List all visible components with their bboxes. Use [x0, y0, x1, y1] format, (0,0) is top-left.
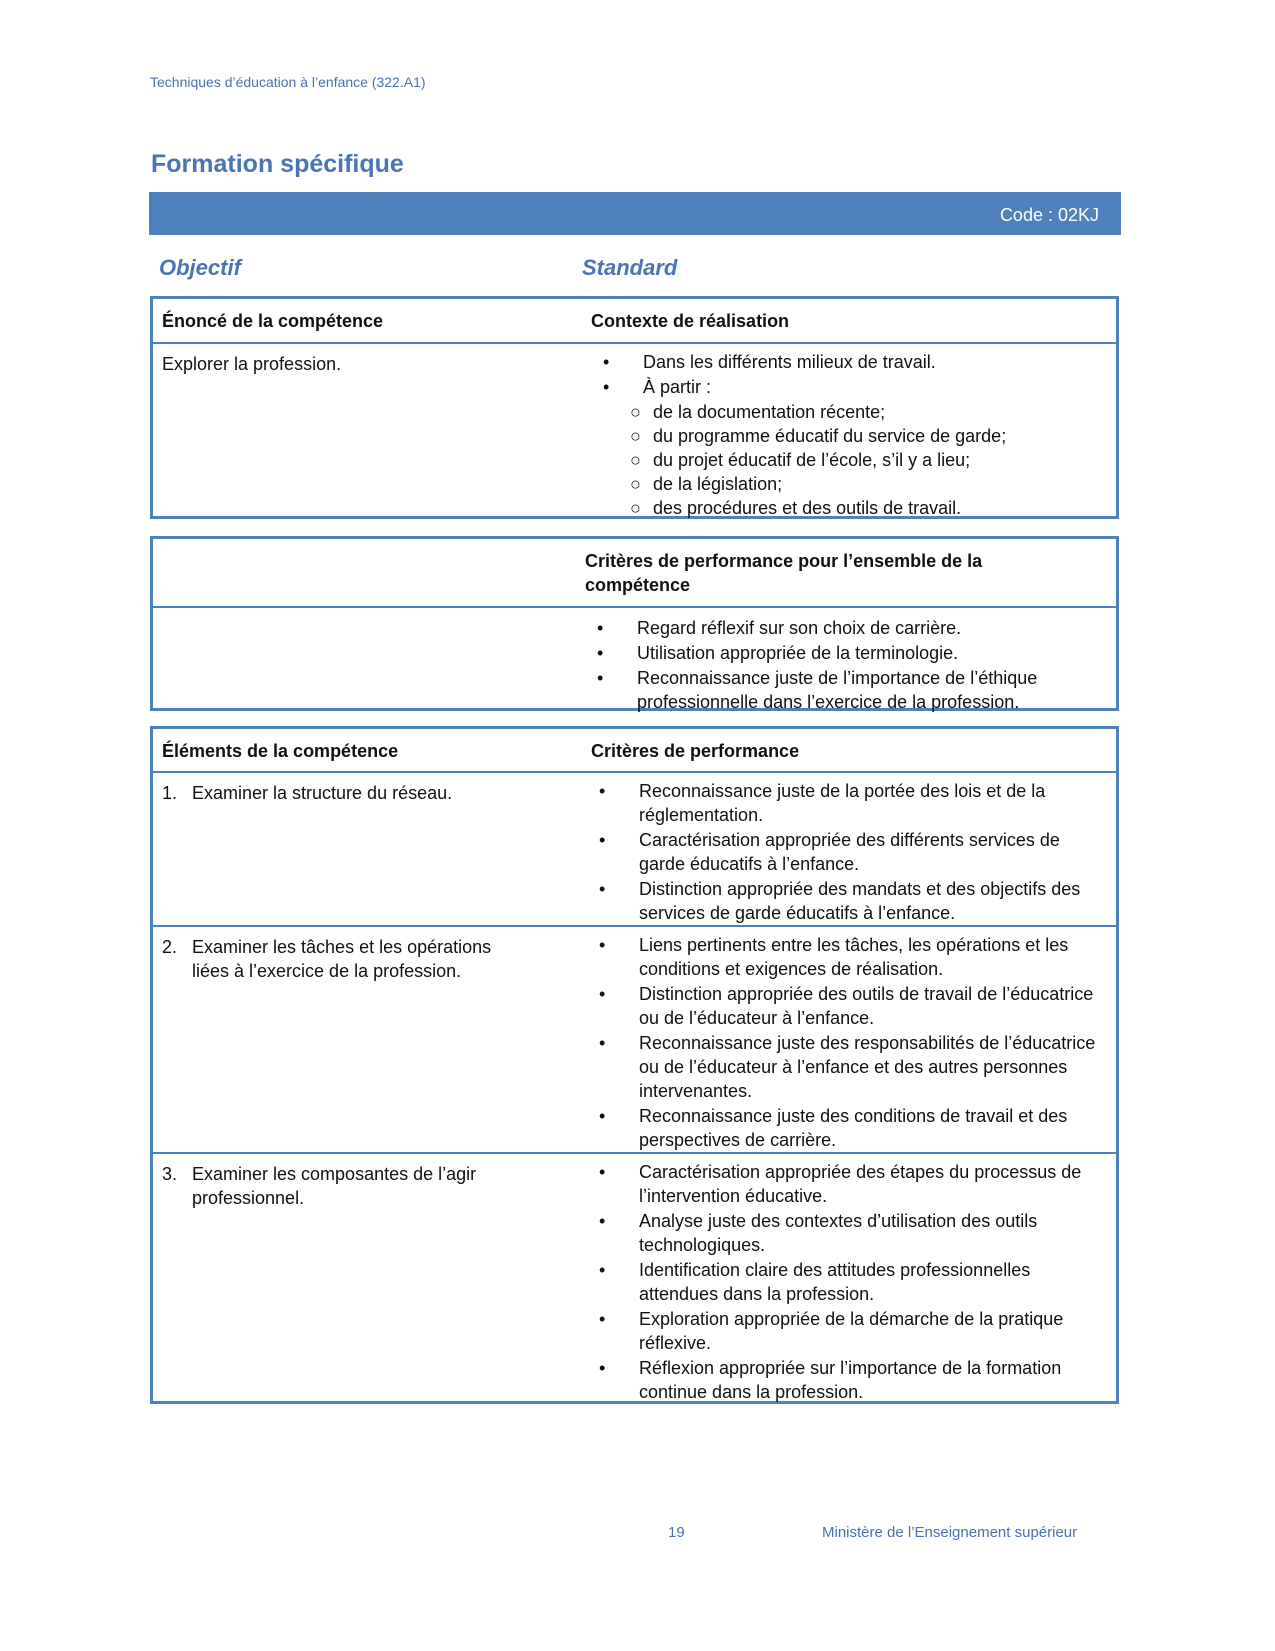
contexte-header: Contexte de réalisation	[591, 311, 790, 331]
context-item: • Dans les différents milieux de travail.	[603, 352, 936, 372]
competence-table	[150, 296, 1119, 519]
element-row-2	[153, 927, 1116, 1154]
criteria-list	[593, 933, 1108, 1153]
context-subitem: ○ du projet éducatif de l’école, s’il y a lieu;	[630, 450, 971, 470]
criteria-item: • Regard réflexif sur son choix de carrière.	[597, 618, 962, 638]
enonce-header: Énoncé de la compétence	[162, 311, 384, 331]
criteria-list	[593, 1160, 1108, 1405]
performance-header: Critères de performance	[591, 741, 800, 761]
program-header: Techniques d’éducation à l’enfance (322.A1)	[150, 74, 426, 90]
standard-heading: Standard	[582, 255, 678, 280]
competence-table-header	[153, 299, 1116, 344]
criteria-item: • Analyse juste des contextes d’utilisation des outils technologiques.	[599, 1211, 1038, 1255]
elements-table-header	[153, 729, 1116, 773]
context-list	[597, 350, 1108, 520]
criteria-item: • Réflexion appropriée sur l’importance de la formation continue dans la profession.	[599, 1358, 1062, 1402]
criteria-item: • Reconnaissance juste de l’importance de l’éthique professionnelle dans l’exercice de la profession.	[597, 668, 1038, 712]
criteria-list	[593, 779, 1108, 926]
element-text: 1. Examiner la structure du réseau.	[162, 783, 453, 803]
criteria-item: • Reconnaissance juste des conditions de travail et des perspectives de carrière.	[599, 1106, 1068, 1150]
competence-statement: Explorer la profession.	[162, 354, 342, 374]
global-criteria-list	[591, 616, 1108, 715]
criteria-item: • Reconnaissance juste des responsabilités de l’éducatrice ou de l’éducateur à l’enfance et des autres personnes intervenantes.	[599, 1033, 1096, 1101]
global-criteria-header: Critères de performance pour l’ensemble de la compétence	[585, 551, 983, 595]
context-item: • À partir :	[603, 377, 712, 397]
context-subitem: ○ de la législation;	[630, 474, 783, 494]
global-criteria-row	[153, 608, 1116, 712]
element-row-3	[153, 1154, 1116, 1404]
criteria-item: • Caractérisation appropriée des différents services de garde éducatifs à l’enfance.	[599, 830, 1060, 874]
page-number: 19	[668, 1524, 685, 1541]
elements-header: Éléments de la compétence	[162, 741, 399, 761]
objectif-heading: Objectif	[159, 255, 241, 280]
criteria-item: • Liens pertinents entre les tâches, les opérations et les conditions et exigences de réalisation.	[599, 935, 1069, 979]
code-band	[149, 192, 1121, 235]
criteria-item: • Utilisation appropriée de la terminologie.	[597, 643, 959, 663]
element-text: 3. Examiner les composantes de l’agir professionnel.	[162, 1164, 477, 1208]
criteria-item: • Distinction appropriée des mandats et des objectifs des services de garde éducatifs à l’enfance.	[599, 879, 1081, 923]
code-label: Code : 02KJ	[999, 205, 1099, 225]
competence-row	[153, 344, 1116, 516]
criteria-item: • Exploration appropriée de la démarche de la pratique réflexive.	[599, 1309, 1064, 1353]
context-subitem: ○ de la documentation récente;	[630, 402, 886, 422]
global-criteria-table	[150, 536, 1119, 711]
element-row-1	[153, 773, 1116, 927]
elements-table	[150, 726, 1119, 1404]
criteria-item: • Reconnaissance juste de la portée des lois et de la réglementation.	[599, 781, 1046, 825]
criteria-item: • Caractérisation appropriée des étapes du processus de l’intervention éducative.	[599, 1162, 1082, 1206]
context-subitem: ○ du programme éducatif du service de garde;	[630, 426, 1007, 446]
criteria-item: • Distinction appropriée des outils de travail de l’éducatrice ou de l’éducateur à l’enfance.	[599, 984, 1094, 1028]
global-criteria-header-row	[153, 539, 1116, 608]
section-title: Formation spécifique	[151, 150, 404, 178]
context-subitem: ○ des procédures et des outils de travail.	[630, 498, 962, 518]
element-text: 2. Examiner les tâches et les opérations liées à l’exercice de la profession.	[162, 937, 492, 981]
criteria-item: • Identification claire des attitudes professionnelles attendues dans la profession.	[599, 1260, 1031, 1304]
footer-ministry: Ministère de l’Enseignement supérieur	[822, 1524, 1078, 1541]
